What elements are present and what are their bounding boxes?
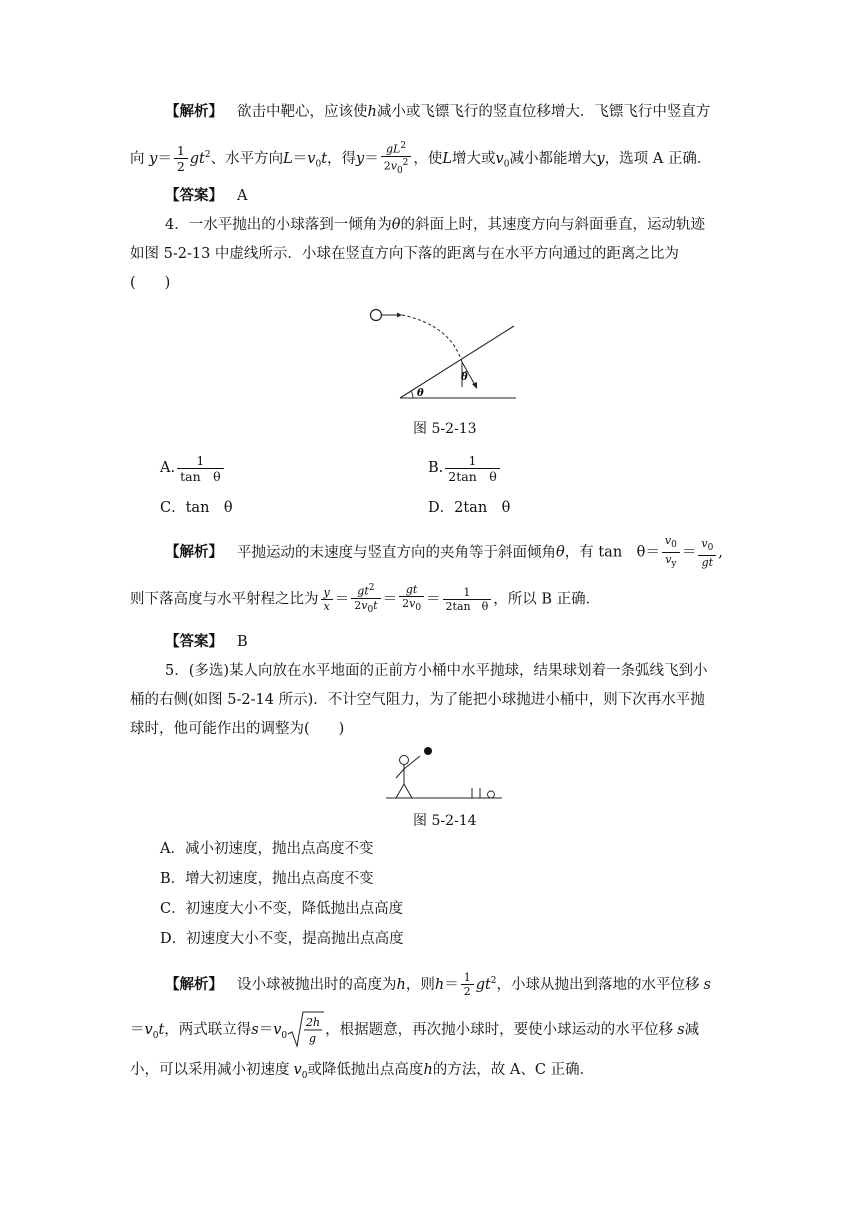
option-b-fraction: $\frac{1}{\text{2tan θ}}$: [445, 453, 500, 484]
option-a-fraction: $\frac{1}{\text{tan θ}}$: [177, 453, 224, 484]
landed-ball: [488, 791, 495, 798]
option-c: C．tan θ: [160, 500, 233, 516]
fraction-gt-2v0: $\frac{gt}{2v_0}$: [399, 583, 424, 615]
answer-value-q4: B: [237, 634, 248, 650]
angle-arc-base: [411, 391, 413, 398]
fraction-1-2tan: $\frac{1}{\text{2tan θ}}$: [443, 586, 492, 613]
thrown-ball: [424, 747, 432, 755]
answer-label: 【答案】: [165, 187, 223, 204]
option-a: A. $\frac{1}{\text{tan θ}}$: [160, 452, 226, 484]
fraction-half: $\frac{1}{2}$: [174, 143, 188, 174]
arrow-head: [397, 313, 402, 318]
fraction-v0-gt: $\frac{v_0}{gt}$: [698, 537, 716, 569]
person-arm-down: [396, 769, 404, 778]
figure-incline-projectile: [360, 300, 530, 410]
q5-analysis-line-3: 小，可以采用减小初速度 $v_0$或降低抛出点高度h的方法，故 A、C 正确．: [130, 1062, 595, 1081]
angle-label-velocity: θ: [461, 372, 468, 383]
answer-line-1: [165, 186, 247, 206]
q5-line-2: 桶的右侧(如图 5-2-14 所示)．不计空气阻力，为了能把小球抛进小桶中，则下次再水平抛: [130, 692, 705, 708]
svg-text:g: g: [309, 1032, 317, 1045]
figure-throwing-bucket: [380, 742, 510, 804]
q5-analysis-line-1: 【解析】 设小球被抛出时的高度为h，则h＝ $\frac{1}{2}$ $gt^2$，小球从抛出到落地的水平位移 s: [165, 971, 711, 999]
person-leg-right: [404, 784, 412, 798]
option-b: B. $\frac{1}{\text{2tan θ}}$: [428, 452, 502, 484]
fraction-gt2-2v0t: $\frac{gt^2}{2v_0t}$: [351, 582, 380, 617]
sqrt-2h-over-g: [287, 1010, 325, 1050]
q4-line-1: 4．一水平抛出的小球落到一倾角为θ的斜面上时，其速度方向与斜面垂直，运动轨迹: [165, 217, 705, 233]
person-leg-left: [396, 784, 404, 798]
analysis-line-2: 向 y＝ $\frac{1}{2}$ $gt^2$、水平方向$L=v_0t$，得y＝ $\frac{gL^2}{2v_0^2}$ ，使L增大或$v_0$减小都能增大y，选项 A 正确．: [130, 141, 712, 176]
q4-analysis-line-2: 则下落高度与水平射程之比为 $\frac{y}{x}$ ＝ $\frac{gt^2}{2v_0t}$ ＝ $\frac{gt}{2v_0}$ ＝ $\frac{1}{\text{2tan θ}}$ ，所以 B 正确．: [130, 583, 601, 615]
q5-option-a: A．减小初速度，抛出点高度不变: [160, 841, 374, 857]
trajectory-dashed: [402, 315, 462, 362]
q4-line-2: 如图 5-2-13 中虚线所示．小球在竖直方向下落的距离与在水平方向通过的距离之比为: [130, 246, 679, 262]
fraction-gL2-2v02: $\frac{gL^2}{2v_0^2}$: [381, 140, 412, 178]
person-arm-up: [404, 756, 420, 769]
q5-line-1: 5．(多选)某人向放在水平地面的正前方小桶中水平抛球，结果球划着一条弧线飞到小: [165, 663, 708, 679]
q5-option-c: C．初速度大小不变，降低抛出点高度: [160, 901, 404, 917]
option-d: D．2tan θ: [428, 500, 511, 516]
fraction-y-x: $\frac{y}{x}$: [321, 586, 333, 613]
q5-line-3: 球时，他可能作出的调整为( ): [130, 721, 345, 737]
q5-analysis-line-2: $=v_0t$，两式联立得$s=v_0$ 2h g ，根据题意，再次抛小球时，要使小球运动的水平位移 s减: [130, 1010, 699, 1055]
velocity-arrow-head: [472, 382, 477, 389]
q5-option-d: D．初速度大小不变，提高抛出点高度: [160, 931, 404, 947]
q5-option-b: B．增大初速度，抛出点高度不变: [160, 871, 374, 887]
svg-text:2h: 2h: [306, 1016, 321, 1029]
figure-caption-5-2-13: 图 5-2-13: [413, 421, 477, 437]
q4-analysis-line-1: 【解析】 平抛运动的末速度与竖直方向的夹角等于斜面倾角θ，有 tan θ＝ $\frac{v_0}{v_y}$ ＝ $\frac{v_0}{gt}$ ,: [165, 534, 723, 570]
analysis-label: 【解析】: [165, 103, 223, 120]
q4-line-3: ( ): [130, 275, 171, 291]
ball-start: [371, 310, 382, 321]
angle-label-base: θ: [417, 388, 424, 399]
answer-line-2: 【答案】 B: [165, 633, 248, 650]
person-head: [400, 756, 409, 765]
answer-value: A: [237, 188, 248, 204]
analysis-line-1: 【解析】 欲击中靶心，应该使h减小或飞镖飞行的竖直位移增大．飞镖飞行中竖直方: [165, 103, 711, 120]
fraction-v0-vy: $\frac{v_0}{v_y}$: [662, 534, 680, 571]
fraction-half-q5: $\frac{1}{2}$: [461, 971, 474, 998]
figure-caption-5-2-14: 图 5-2-14: [413, 813, 477, 829]
